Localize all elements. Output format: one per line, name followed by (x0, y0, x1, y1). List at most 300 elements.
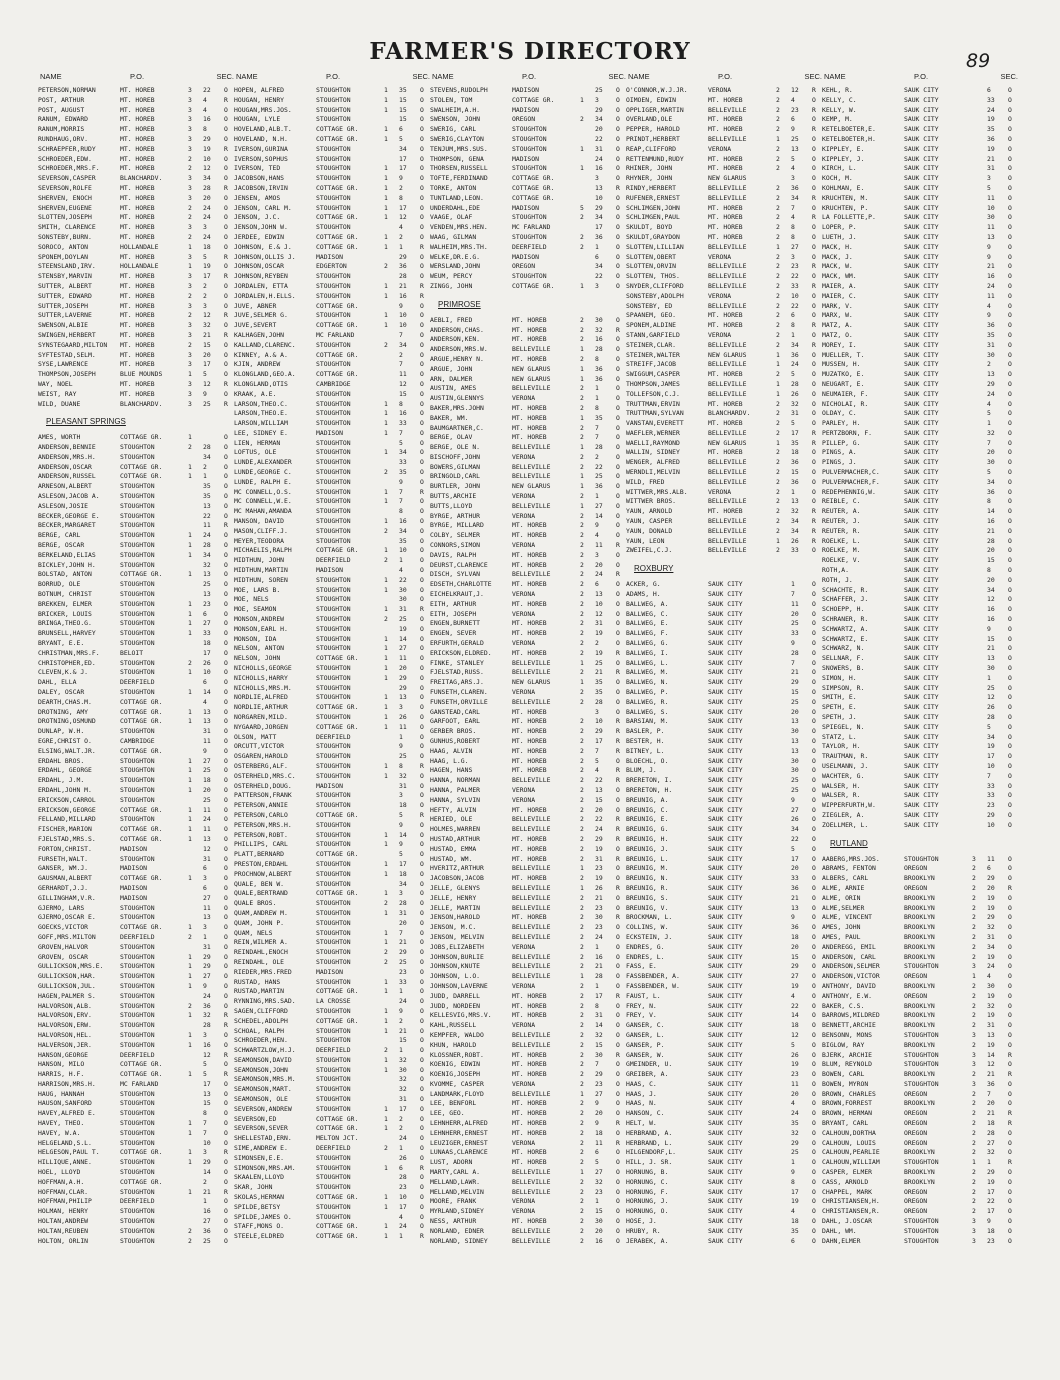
entry-name: PETERSON,CARLO (234, 810, 288, 819)
entry-section: 36 (791, 183, 799, 192)
entry-township: 2 (776, 458, 780, 467)
entry-section: 5 (791, 1040, 795, 1049)
entry-section: 5 (791, 154, 795, 163)
entry-status: O (420, 664, 424, 673)
entry-township: 2 (580, 825, 584, 834)
header-po: P.O. (522, 72, 537, 81)
directory-entry (38, 688, 234, 698)
entry-status: O (1008, 791, 1012, 800)
entry-post-office: STOUGHTON (316, 1095, 351, 1104)
directory-entry (38, 776, 234, 786)
entry-status: O (224, 541, 228, 550)
directory-entry (822, 1080, 1018, 1090)
entry-section: 26 (791, 1050, 799, 1059)
entry-post-office: STOUGHTON (120, 942, 155, 951)
entry-post-office: SAUK CITY (904, 487, 939, 496)
entry-township: 1 (580, 413, 584, 422)
entry-status: O (1008, 252, 1012, 261)
entry-section: 17 (791, 854, 799, 863)
directory-entry (822, 1168, 1018, 1178)
entry-name: LUNDE, RALPH E. (234, 477, 292, 486)
entry-status: O (616, 932, 620, 941)
entry-status: O (616, 335, 620, 344)
entry-section: 25 (595, 472, 603, 481)
entry-post-office: STOUGHTON (316, 223, 351, 232)
entry-section: 36 (595, 482, 603, 491)
entry-section: 31 (791, 409, 799, 418)
entry-township: 2 (580, 580, 584, 589)
entry-name: QUALE, BEN W. (234, 879, 285, 888)
entry-section: 19 (987, 991, 995, 1000)
entry-status: O (420, 732, 424, 741)
entry-section: 25 (399, 957, 407, 966)
directory-entry (38, 835, 234, 845)
directory-entry (430, 629, 626, 639)
directory-entry (430, 904, 626, 914)
entry-township: 1 (776, 536, 780, 545)
entry-post-office: OREGON (904, 1119, 928, 1128)
entry-post-office: STOUGHTON (120, 972, 155, 981)
entry-name: BARROWS,MILDRED (822, 1011, 880, 1020)
directory-entry (430, 953, 626, 963)
entry-status: O (420, 223, 424, 232)
entry-section: 17 (987, 1187, 995, 1196)
entry-status: O (224, 232, 228, 241)
entry-name: GANSER, L. (626, 1030, 665, 1039)
entry-section: 9 (399, 742, 403, 751)
entry-township: 3 (972, 1030, 976, 1039)
entry-name: YAUN, ARNOLD (626, 507, 673, 516)
entry-status: O (224, 501, 228, 510)
entry-section: 27 (987, 1138, 995, 1147)
entry-status: O (616, 521, 620, 530)
directory-entry (38, 1002, 234, 1012)
directory-entry (234, 321, 430, 331)
entry-status: O (812, 952, 816, 961)
entry-post-office: BELLEVILLE (708, 477, 747, 486)
directory-entry (38, 1227, 234, 1237)
entry-name: NORDLIE,ARTHUR (234, 703, 288, 712)
entry-post-office: SAUK CITY (708, 883, 743, 892)
entry-post-office: STOUGHTON (120, 795, 155, 804)
entry-status: O (812, 1217, 816, 1226)
entry-name: BREUNIG, M. (626, 864, 669, 873)
entry-status: O (1008, 654, 1012, 663)
directory-entry (822, 644, 1018, 654)
entry-post-office: COTTAGE GR. (120, 923, 163, 932)
directory-entry (626, 884, 822, 894)
entry-status: O (224, 433, 228, 442)
entry-section: 19 (203, 144, 211, 153)
entry-status: O (224, 174, 228, 183)
entry-section: 29 (791, 962, 799, 971)
entry-name: GARFOOT, EARL (430, 717, 481, 726)
entry-status: O (616, 272, 620, 281)
entry-township: 2 (776, 321, 780, 330)
entry-name: LUNDE,GEORGE C. (234, 468, 292, 477)
entry-township: 1 (580, 883, 584, 892)
entry-township: 1 (384, 1124, 388, 1133)
entry-section: 1 (987, 419, 991, 428)
entry-name: TUNTLAND,LEON. (430, 193, 484, 202)
entry-status: O (616, 443, 620, 452)
entry-name: HAUSON,SANFORD (38, 1099, 92, 1108)
entry-post-office: MT. HOREB (708, 507, 743, 516)
entry-section: 30 (791, 727, 799, 736)
directory-entry (234, 909, 430, 919)
entry-township: 2 (776, 546, 780, 555)
entry-section: 4 (595, 531, 599, 540)
entry-section: 11 (987, 854, 995, 863)
entry-section: 1 (203, 932, 207, 941)
entry-name: SIMONSON,MRS.AM. (234, 1163, 296, 1172)
entry-post-office: STOUGHTON (316, 193, 351, 202)
entry-name: JUVE,SEVERT (234, 321, 277, 330)
entry-post-office: BELLEVILLE (512, 658, 551, 667)
entry-post-office: STOUGHTON (316, 938, 351, 947)
entry-section: 16 (987, 605, 995, 614)
entry-post-office: BROOKLYN (904, 913, 935, 922)
entry-post-office: STOUGHTON (316, 683, 351, 692)
entry-post-office: SAUK CITY (708, 639, 743, 648)
entry-name: PULVERMACHER,F. (822, 477, 880, 486)
entry-section: 9 (987, 242, 991, 251)
entry-status: O (812, 932, 816, 941)
entry-township: 1 (384, 1026, 388, 1035)
entry-section: 36 (203, 1001, 211, 1010)
entry-status: O (420, 1183, 424, 1192)
entry-post-office: STOUGHTON (512, 232, 547, 241)
entry-section: 1 (791, 330, 795, 339)
entry-post-office: SAUK CITY (708, 1158, 743, 1167)
entry-name: JERDEE, EDWIN (234, 232, 285, 241)
entry-section: 8 (399, 761, 403, 770)
directory-entry (822, 360, 1018, 370)
directory-entry (430, 194, 626, 204)
entry-township: 2 (776, 428, 780, 437)
entry-status: O (420, 634, 424, 643)
entry-name: SIMONSEN,E.E. (234, 1153, 285, 1162)
entry-post-office: MT. HOREB (120, 272, 155, 281)
directory-entry (626, 717, 822, 727)
entry-post-office: VERONA (512, 1021, 536, 1030)
entry-section: 1 (791, 580, 795, 589)
entry-township: 2 (580, 531, 584, 540)
entry-name: FURSETH,WALT. (38, 854, 89, 863)
entry-post-office: BROOKLYN (904, 942, 935, 951)
directory-entry (38, 1139, 234, 1149)
directory-entry (430, 894, 626, 904)
directory-entry (626, 390, 822, 400)
entry-name: LEUZIGER,ERNEST (430, 1138, 488, 1147)
entry-name: RUNDHAUG,ORV. (38, 134, 89, 143)
directory-entry (626, 1139, 822, 1149)
directory-entry (822, 488, 1018, 498)
entry-name: KALLAND,CLARENC. (234, 340, 296, 349)
entry-name: LUNAAS,CLARENCE (430, 1148, 488, 1157)
entry-status: O (1008, 419, 1012, 428)
entry-status: O (224, 942, 228, 951)
entry-township: 2 (580, 795, 584, 804)
entry-post-office: MT. HOREB (512, 1070, 547, 1079)
directory-entry (430, 345, 626, 355)
entry-status: O (224, 1217, 228, 1226)
entry-status: O (420, 389, 424, 398)
entry-section: 33 (987, 781, 995, 790)
directory-entry (626, 1041, 822, 1051)
entry-name: HOPEN, ALFRED (234, 86, 285, 94)
entry-post-office: OREGON (512, 262, 536, 271)
entry-status: O (420, 771, 424, 780)
entry-status: R (224, 1021, 228, 1030)
entry-name: SCHLIMGEN,PAUL (626, 213, 680, 222)
entry-name: KEMPFER, WALDO (430, 1030, 484, 1039)
entry-status: O (1008, 981, 1012, 990)
entry-township: 2 (972, 883, 976, 892)
entry-section: 22 (203, 511, 211, 520)
entry-post-office: SAUK CITY (708, 932, 743, 941)
entry-status: O (420, 311, 424, 320)
entry-post-office: SAUK CITY (904, 428, 939, 437)
entry-section: 6 (203, 864, 207, 873)
entry-name: DAVIS, RALPH (430, 550, 477, 559)
entry-name: TENJUM,MRS.SUS. (430, 144, 488, 153)
entry-township: 2 (972, 903, 976, 912)
entry-name: ARN, DALMER (430, 374, 473, 383)
entry-post-office: STOUGHTON (316, 605, 351, 614)
entry-name: MUSSEN, H. (822, 360, 861, 369)
directory-entry (234, 223, 430, 233)
entry-name: MACK, WM. (822, 272, 857, 281)
entry-post-office: OREGON (904, 1197, 928, 1206)
entry-status: O (1008, 517, 1012, 526)
entry-township: 2 (580, 854, 584, 863)
directory-entry (234, 488, 430, 498)
entry-township: 1 (580, 443, 584, 452)
entry-section: 28 (399, 899, 407, 908)
entry-section: 24 (595, 570, 603, 579)
entry-post-office: SAUK CITY (904, 634, 939, 643)
entry-section: 10 (203, 154, 211, 163)
entry-name: KRAAK, A.E. (234, 389, 277, 398)
entry-township: 1 (384, 1104, 388, 1113)
entry-name: ADAMS, H. (626, 590, 661, 599)
entry-post-office: MT. HOREB (512, 1060, 547, 1069)
entry-status: O (812, 991, 816, 1000)
entry-name: FASSBENDER, A. (626, 972, 680, 981)
entry-status: O (224, 443, 228, 452)
directory-entry (430, 551, 626, 561)
entry-post-office: COTTAGE GR. (316, 213, 359, 222)
directory-entry (626, 649, 822, 659)
entry-section: 29 (791, 1138, 799, 1147)
entry-status: R (812, 526, 816, 535)
entry-status: O (224, 746, 228, 755)
entry-post-office: BELLEVILLE (512, 776, 551, 785)
entry-name: JACOBSON,JACOB (430, 874, 484, 883)
entry-post-office: COTTAGE GR. (316, 722, 359, 731)
entry-post-office: MT. HOREB (512, 991, 547, 1000)
entry-name: ENDRES, L. (626, 952, 665, 961)
directory-entry (430, 610, 626, 620)
entry-post-office: SAUK CITY (904, 517, 939, 526)
directory-entry (234, 595, 430, 605)
entry-status: O (224, 756, 228, 765)
entry-name: KETELBOETER,E. (822, 125, 876, 134)
entry-status: O (1008, 232, 1012, 241)
entry-post-office: BELLEVILLE (708, 134, 747, 143)
directory-entry (430, 1139, 626, 1149)
entry-post-office: STOUGHTON (120, 991, 155, 1000)
entry-status: O (1008, 526, 1012, 535)
entry-post-office: STOUGHTON (120, 443, 155, 452)
entry-post-office: SAUK CITY (904, 193, 939, 202)
entry-post-office: STOUGHTON (316, 105, 351, 114)
entry-name: GANSER, WM.J. (38, 864, 89, 873)
directory-entry (430, 747, 626, 757)
entry-name: PERTZBORN, F. (822, 428, 873, 437)
directory-entry (626, 282, 822, 292)
entry-township: 3 (188, 360, 192, 369)
entry-post-office: MT. HOREB (708, 154, 743, 163)
entry-name: PILLEP, G. (822, 438, 861, 447)
directory-entry (430, 835, 626, 845)
entry-section: 12 (791, 1030, 799, 1039)
entry-status: O (420, 1026, 424, 1035)
entry-section: 4 (203, 105, 207, 114)
entry-section: 16 (595, 335, 603, 344)
entry-section: 25 (203, 1236, 211, 1245)
directory-entry (430, 678, 626, 688)
entry-section: 18 (791, 1217, 799, 1226)
entry-name: BYRGE, MILLARD (430, 521, 484, 530)
entry-township: 2 (972, 893, 976, 902)
entry-name: KIRCH, L. (822, 164, 857, 173)
directory-entry (822, 419, 1018, 429)
directory-entry (234, 1144, 430, 1154)
entry-township: 2 (384, 957, 388, 966)
entry-status: O (616, 1187, 620, 1196)
entry-post-office: SAUK CITY (708, 785, 743, 794)
entry-status: O (1008, 174, 1012, 183)
entry-name: LUST, ADORN (430, 1158, 473, 1167)
entry-section: 1 (399, 987, 403, 996)
entry-name: HANNA, NORMAN (430, 776, 481, 785)
entry-township: 1 (384, 105, 388, 114)
entry-name: AMES, PAUL (822, 932, 861, 941)
entry-name: MIDTHUN, SOREN (234, 575, 288, 584)
entry-section: 25 (791, 134, 799, 143)
directory-entry (626, 580, 822, 590)
entry-section: 33 (791, 629, 799, 638)
entry-township: 2 (580, 315, 584, 324)
entry-township: 1 (580, 482, 584, 491)
entry-status: O (812, 1187, 816, 1196)
entry-name: WENGER, ALFRED (626, 458, 680, 467)
directory-entry (430, 1090, 626, 1100)
entry-post-office: SAUK CITY (904, 350, 939, 359)
entry-post-office: MT. HOREB (512, 433, 547, 442)
entry-status: O (812, 697, 816, 706)
entry-name: ASLESON,JACOB A. (38, 492, 100, 501)
entry-section: 28 (987, 1128, 995, 1137)
entry-post-office: STOUGHTON (316, 311, 351, 320)
entry-section: 27 (595, 1168, 603, 1177)
entry-status: O (616, 364, 620, 373)
entry-section: 7 (595, 746, 599, 755)
entry-post-office: MT. HOREB (120, 330, 155, 339)
entry-township: 1 (384, 1006, 388, 1015)
entry-section: 26 (791, 815, 799, 824)
entry-name: SKAALEN,LLOYD (234, 1173, 285, 1182)
entry-status: O (224, 991, 228, 1000)
entry-post-office: COTTAGE GR. (316, 183, 359, 192)
entry-name: HAVEY,ALFRED E. (38, 1109, 96, 1118)
entry-post-office: COTTAGE GR. (120, 1177, 163, 1186)
directory-entry (430, 1011, 626, 1021)
entry-post-office: STOUGHTON (316, 869, 351, 878)
entry-name: HOSE, J. (626, 1217, 657, 1226)
entry-township: 2 (776, 340, 780, 349)
entry-township: 1 (188, 668, 192, 677)
entry-section: 25 (987, 683, 995, 692)
entry-township: 1 (384, 840, 388, 849)
directory-entry (430, 972, 626, 982)
entry-status: O (420, 1085, 424, 1094)
directory-entry (626, 429, 822, 439)
entry-section: 27 (203, 619, 211, 628)
entry-name: BALLWEG, F. (626, 629, 669, 638)
entry-township: 1 (384, 419, 388, 428)
entry-township: 2 (580, 115, 584, 124)
entry-name: MUELLER, T. (822, 350, 865, 359)
directory-entry (234, 1164, 430, 1174)
directory-entry (430, 884, 626, 894)
entry-name: BREUNIG, E. (626, 815, 669, 824)
entry-name: BRYANT, E.E. (38, 639, 85, 648)
entry-township: 1 (188, 619, 192, 628)
entry-status: O (812, 923, 816, 932)
entry-section: 4 (595, 766, 599, 775)
township-heading: RUTLAND (830, 838, 868, 848)
entry-section: 31 (399, 1095, 407, 1104)
directory-entry (822, 1090, 1018, 1100)
entry-section: 35 (203, 492, 211, 501)
entry-post-office: VERONA (512, 452, 536, 461)
directory-entry (822, 497, 1018, 507)
entry-section: 12 (399, 379, 407, 388)
entry-section: 15 (399, 115, 407, 124)
entry-status: O (812, 164, 816, 173)
entry-status: O (616, 115, 620, 124)
entry-name: RUFENER,ERNEST (626, 193, 680, 202)
directory-entry (626, 972, 822, 982)
directory-entry (822, 115, 1018, 125)
entry-post-office: STOUGHTON (316, 595, 351, 604)
entry-section: 11 (791, 599, 799, 608)
entry-section: 3 (203, 923, 207, 932)
entry-status: R (812, 213, 816, 222)
entry-name: WAELLI,RAYMOND (626, 438, 680, 447)
entry-name: IVERSON,SOPHUS (234, 154, 288, 163)
entry-status: O (812, 497, 816, 506)
column-header (234, 72, 430, 86)
directory-entry (430, 541, 626, 551)
entry-status: O (616, 193, 620, 202)
entry-post-office: MT. HOREB (512, 1011, 547, 1020)
directory-entry (626, 600, 822, 610)
entry-township: 2 (188, 311, 192, 320)
